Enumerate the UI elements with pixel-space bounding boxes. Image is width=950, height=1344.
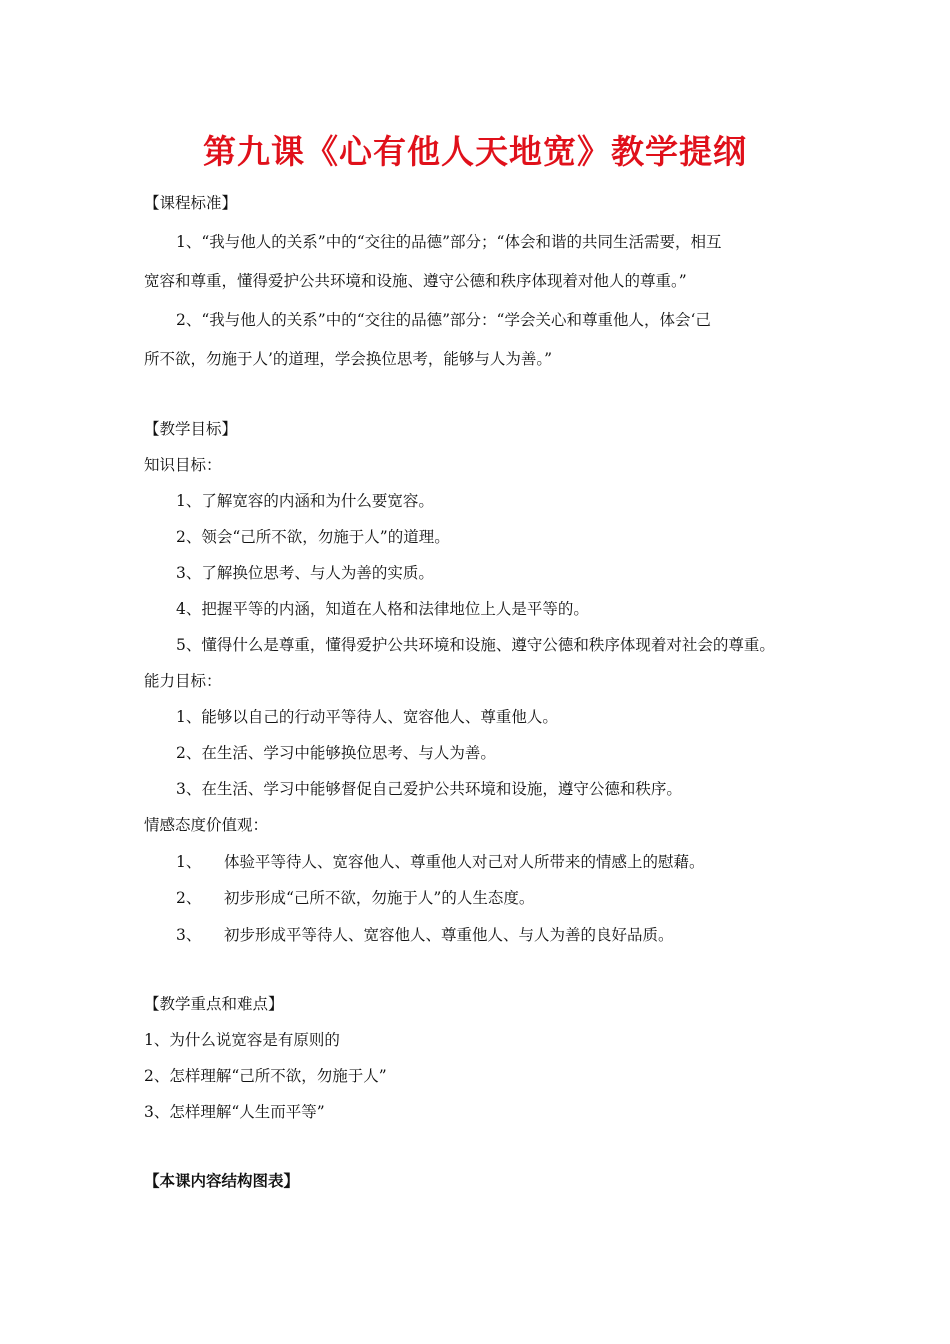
knowledge-goal-item: 3、了解换位思考、与人为善的实质。 — [176, 564, 434, 582]
knowledge-goal-item: 4、把握平等的内涵，知道在人格和法律地位上人是平等的。 — [176, 600, 589, 618]
ability-goal-item: 2、在生活、学习中能够换位思考、与人为善。 — [176, 744, 496, 762]
focus-item: 2、怎样理解“己所不欲，勿施于人” — [144, 1067, 387, 1085]
standard-paragraph-2-line-2: 所不欲，勿施于人’的道理，学会换位思考，能够与人为善。” — [144, 350, 553, 368]
section-heading-focus: 【教学重点和难点】 — [144, 995, 284, 1013]
standard-paragraph-2-line-1: 2、“我与他人的关系”中的“交往的品德”部分：“学会关心和尊重他人，体会‘己 — [176, 311, 711, 329]
emotion-goal-text: 体验平等待人、宽容他人、尊重他人对己对人所带来的情感上的慰藉。 — [224, 853, 705, 871]
knowledge-goal-item: 2、领会“己所不欲，勿施于人”的道理。 — [176, 528, 450, 546]
ability-goals-label: 能力目标： — [144, 672, 222, 690]
emotion-goal-item — [176, 852, 705, 872]
section-heading-structure: 【本课内容结构图表】 — [144, 1171, 300, 1190]
emotion-goal-item — [176, 925, 674, 945]
document-title: 第九课《心有他人天地宽》教学提纲 — [203, 132, 747, 171]
standard-paragraph-1-line-1: 1、“我与他人的关系”中的“交往的品德”部分；“体会和谐的共同生活需要，相互 — [176, 233, 722, 251]
emotion-goal-number: 3、 — [176, 926, 202, 944]
knowledge-goal-item: 5、懂得什么是尊重，懂得爱护公共环境和设施、遵守公德和秩序体现着对社会的尊重。 — [176, 636, 775, 654]
focus-item: 3、怎样理解“人生而平等” — [144, 1103, 325, 1121]
emotion-goal-text: 初步形成平等待人、宽容他人、尊重他人、与人为善的良好品质。 — [224, 926, 674, 944]
emotion-goal-number: 2、 — [176, 889, 202, 907]
knowledge-goal-item: 1、了解宽容的内涵和为什么要宽容。 — [176, 492, 434, 510]
section-heading-goals: 【教学目标】 — [144, 420, 238, 438]
emotion-goals-label: 情感态度价值观： — [144, 816, 269, 834]
emotion-goal-number: 1、 — [176, 853, 202, 871]
focus-item: 1、为什么说宽容是有原则的 — [144, 1031, 340, 1049]
knowledge-goals-label: 知识目标： — [144, 456, 222, 474]
section-heading-standard: 【课程标准】 — [144, 194, 238, 212]
standard-paragraph-1-line-2: 宽容和尊重，懂得爱护公共环境和设施、遵守公德和秩序体现着对他人的尊重。” — [144, 272, 687, 290]
ability-goal-item: 3、在生活、学习中能够督促自己爱护公共环境和设施，遵守公德和秩序。 — [176, 780, 682, 798]
emotion-goal-text: 初步形成“己所不欲，勿施于人”的人生态度。 — [224, 889, 535, 907]
ability-goal-item: 1、能够以自己的行动平等待人、宽容他人、尊重他人。 — [176, 708, 558, 726]
emotion-goal-item — [176, 888, 534, 908]
